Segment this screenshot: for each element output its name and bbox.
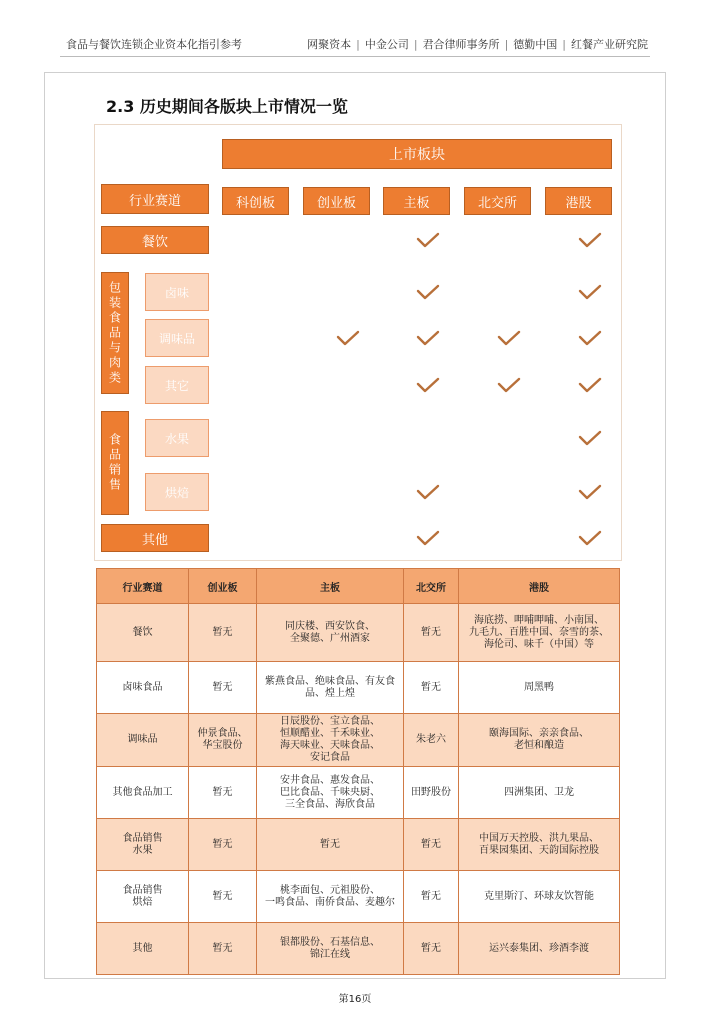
group-label: 包装食品与肉类: [101, 272, 129, 394]
table-cell: 暂无: [404, 819, 459, 871]
page-number: 第16页: [338, 994, 372, 1005]
table-cell: 同庆楼、西安饮食、 全聚德、广州酒家: [257, 604, 404, 662]
board-header-2: 创业板: [303, 187, 370, 215]
table-header-cell: 主板: [257, 569, 404, 604]
table-cell: 卤味食品: [97, 662, 189, 714]
subsector-label: 水果: [145, 419, 209, 457]
table-cell: 暂无: [189, 604, 257, 662]
table-row: [97, 767, 620, 819]
table-row: [97, 819, 620, 871]
group-label: 食品销售: [101, 411, 129, 515]
subsector-label: 其它: [145, 366, 209, 404]
matrix-banner: 上市板块: [222, 139, 612, 169]
table-cell: 银都股份、石基信息、 锦江在线: [257, 923, 404, 975]
table-header-row: [97, 569, 620, 604]
section-number: 2.3: [106, 97, 135, 116]
check-icon: [578, 232, 602, 248]
board-header-4: 北交所: [464, 187, 531, 215]
table-cell: 暂无: [404, 871, 459, 923]
table-cell: 餐饮: [97, 604, 189, 662]
table-header-cell: 港股: [459, 569, 620, 604]
header-org: 君合律师事务所: [422, 38, 500, 51]
table-cell: 暂无: [257, 819, 404, 871]
header-doc-title: 食品与餐饮连锁企业资本化指引参考: [66, 38, 242, 51]
table-cell: 运兴泰集团、珍酒李渡: [459, 923, 620, 975]
subsector-label: 烘焙: [145, 473, 209, 511]
table-row: [97, 871, 620, 923]
table-cell: 颐海国际、亲亲食品、 老恒和酿造: [459, 714, 620, 767]
table-cell: 暂无: [404, 923, 459, 975]
table-cell: 周黑鸭: [459, 662, 620, 714]
section-title: [106, 94, 348, 117]
header-org: 德勤中国: [513, 38, 558, 51]
table-row: [97, 714, 620, 767]
header-divider: [60, 56, 650, 57]
table-cell: 朱老六: [404, 714, 459, 767]
table-cell: 其他: [97, 923, 189, 975]
check-icon: [578, 530, 602, 546]
table-cell: 暂无: [404, 604, 459, 662]
check-icon: [497, 377, 521, 393]
table-header-cell: 创业板: [189, 569, 257, 604]
sector-label: 餐饮: [101, 226, 209, 254]
table-row: [97, 923, 620, 975]
table-cell: 中国万天控股、洪九果品、 百果园集团、天韵国际控股: [459, 819, 620, 871]
section-title-text: 历史期间各版块上市情况一览: [139, 97, 348, 116]
header-separator: |: [504, 38, 509, 51]
table-cell: 暂无: [404, 662, 459, 714]
check-icon: [416, 330, 440, 346]
header-org: 中金公司: [364, 38, 409, 51]
header-org: 红餐产业研究院: [571, 38, 648, 51]
table-cell: 暂无: [189, 767, 257, 819]
table-row: [97, 604, 620, 662]
check-icon: [336, 330, 360, 346]
table-cell: 安井食品、惠发食品、 巴比食品、千味央厨、 三全食品、海欣食品: [257, 767, 404, 819]
subsector-label: 调味品: [145, 319, 209, 357]
subsector-label: 卤味: [145, 273, 209, 311]
table-cell: 克里斯汀、环球友饮智能: [459, 871, 620, 923]
table-cell: 桃李面包、元祖股份、 一鸣食品、南侨食品、麦趣尔: [257, 871, 404, 923]
board-header-1: 科创板: [222, 187, 289, 215]
table-cell: 四洲集团、卫龙: [459, 767, 620, 819]
table-cell: 食品销售 水果: [97, 819, 189, 871]
header-org: 网聚资本: [307, 38, 352, 51]
header-separator: |: [413, 38, 418, 51]
table-header-cell: 行业赛道: [97, 569, 189, 604]
check-icon: [497, 330, 521, 346]
table-cell: 暂无: [189, 662, 257, 714]
check-icon: [578, 377, 602, 393]
board-header-3: 主板: [383, 187, 450, 215]
check-icon: [578, 484, 602, 500]
table-cell: 暂无: [189, 819, 257, 871]
table-cell: 田野股份: [404, 767, 459, 819]
table-cell: 调味品: [97, 714, 189, 767]
header-separator: |: [356, 38, 360, 51]
table-cell: 食品销售 烘焙: [97, 871, 189, 923]
listing-matrix: [94, 124, 622, 561]
check-icon: [578, 284, 602, 300]
matrix-row-header: 行业赛道: [101, 184, 209, 214]
table-cell: 暂无: [189, 923, 257, 975]
table-cell: 仲景食品、 华宝股份: [189, 714, 257, 767]
check-icon: [578, 330, 602, 346]
table-cell: 紫燕食品、绝味食品、有友食 品、煌上煌: [257, 662, 404, 714]
table-cell: 暂无: [189, 871, 257, 923]
check-icon: [416, 377, 440, 393]
listing-table: [96, 568, 620, 975]
table-row: [97, 662, 620, 714]
table-header-cell: 北交所: [404, 569, 459, 604]
check-icon: [578, 430, 602, 446]
check-icon: [416, 484, 440, 500]
header-separator: |: [562, 38, 566, 51]
board-header-5: 港股: [545, 187, 612, 215]
table-cell: 海底捞、呷哺呷哺、小南国、 九毛九、百胜中国、奈雪的茶、 海伦司、味千（中国）等: [459, 604, 620, 662]
table-cell: 日辰股份、宝立食品、 恒顺醋业、千禾味业、 海天味业、天味食品、 安记食品: [257, 714, 404, 767]
check-icon: [416, 284, 440, 300]
table-cell: 其他食品加工: [97, 767, 189, 819]
header-organizations: [307, 36, 648, 52]
check-icon: [416, 232, 440, 248]
sector-label: 其他: [101, 524, 209, 552]
check-icon: [416, 530, 440, 546]
